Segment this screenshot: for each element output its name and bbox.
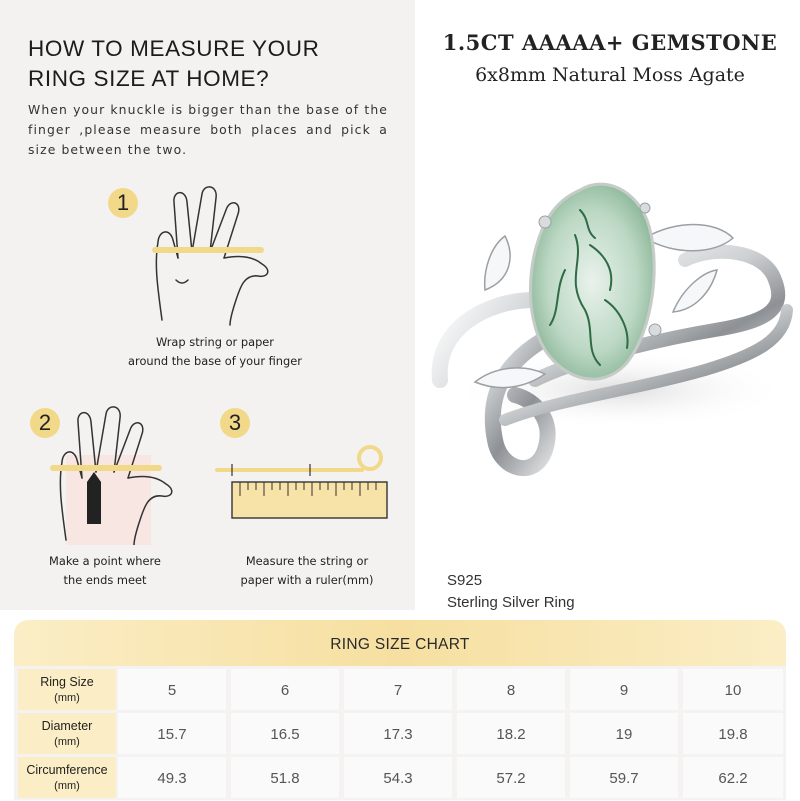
- circumference-cell: 49.3: [118, 757, 226, 798]
- row-diameter: [14, 710, 786, 754]
- guide-intro-text: When your knuckle is bigger than the base of the finger ,please measure both places and pick a size between the two.: [28, 102, 388, 157]
- row-circumference: [14, 754, 786, 798]
- size-cell: 5: [118, 669, 226, 710]
- step-2-badge: 2: [30, 408, 60, 438]
- gemstone-subtitle: 6x8mm Natural Moss Agate: [475, 64, 745, 86]
- hand-wrap-string-icon: [140, 180, 300, 330]
- step-2-caption: Make a point where the ends meet: [49, 554, 161, 587]
- guide-title: HOW TO MEASURE YOUR RING SIZE AT HOME?: [28, 36, 320, 91]
- size-cell: 8: [457, 669, 565, 710]
- step-1-caption: Wrap string or paper around the base of your finger: [128, 335, 302, 368]
- moss-agate-ring-image: [415, 150, 800, 510]
- material-name: Sterling Silver Ring: [447, 594, 575, 611]
- step-3-badge: 3: [220, 408, 250, 438]
- row-ring-size: [14, 666, 786, 710]
- row-label-circumference: Circumference (mm): [18, 757, 116, 798]
- step-3-caption: Measure the string or paper with a ruler(mm): [240, 554, 374, 587]
- diameter-cell: 19.8: [683, 713, 783, 754]
- material-code: S925: [447, 572, 483, 589]
- ring-size-chart: [14, 620, 786, 800]
- gemstone-title: 1.5CT AAAAA+ GEMSTONE: [442, 30, 778, 55]
- hand-mark-point-icon: [44, 400, 194, 545]
- ruler-measure-icon: [212, 440, 402, 530]
- circumference-cell: 59.7: [570, 757, 678, 798]
- size-cell: 7: [344, 669, 452, 710]
- chart-body: [14, 666, 786, 800]
- size-cell: 6: [231, 669, 339, 710]
- diameter-cell: 15.7: [118, 713, 226, 754]
- step-1-badge: 1: [108, 188, 138, 218]
- circumference-cell: 57.2: [457, 757, 565, 798]
- circumference-cell: 51.8: [231, 757, 339, 798]
- chart-title: RING SIZE CHART: [330, 636, 470, 653]
- measure-guide-panel: [0, 0, 415, 610]
- diameter-cell: 19: [570, 713, 678, 754]
- circumference-cell: 62.2: [683, 757, 783, 798]
- row-label-ring-size: Ring Size (mm): [18, 669, 116, 710]
- diameter-cell: 16.5: [231, 713, 339, 754]
- diameter-cell: 18.2: [457, 713, 565, 754]
- circumference-cell: 54.3: [344, 757, 452, 798]
- row-label-diameter: Diameter (mm): [18, 713, 116, 754]
- diameter-cell: 17.3: [344, 713, 452, 754]
- size-cell: 10: [683, 669, 783, 710]
- size-cell: 9: [570, 669, 678, 710]
